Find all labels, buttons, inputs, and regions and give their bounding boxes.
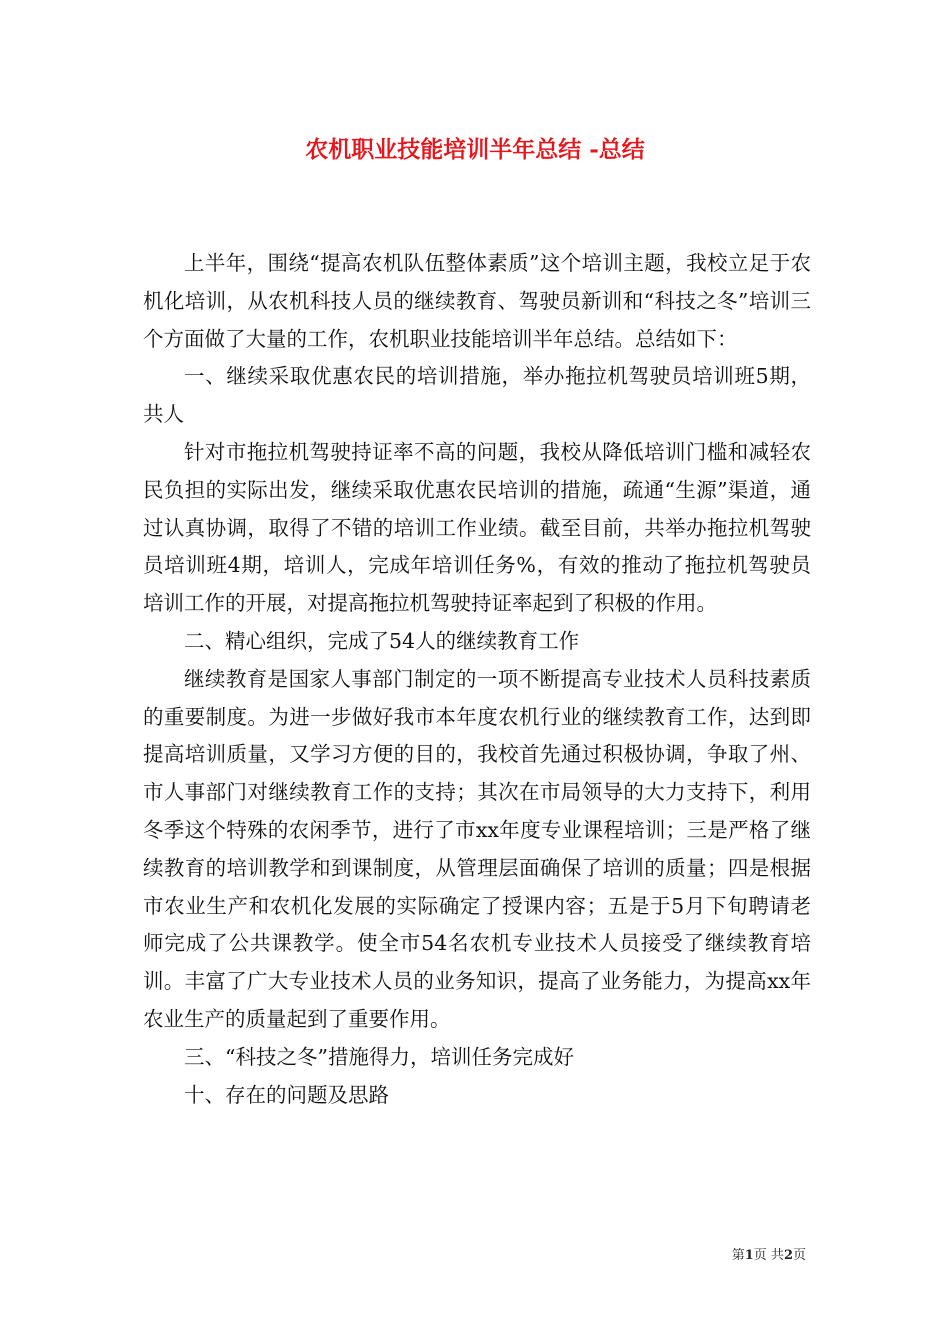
heading-section-1: 一、继续采取优惠农民的培训措施，举办拖拉机驾驶员培训班5期，共人 [143,364,811,427]
document-body [143,245,811,1114]
footer-total-pages: 2 [783,1248,793,1263]
footer-current-page: 1 [744,1248,754,1263]
page-footer [732,1247,806,1265]
footer-middle: 页 共 [753,1248,784,1263]
paragraph-section-2: 继续教育是国家人事部门制定的一项不断提高专业技术人员科技素质的重要制度。为进一步做好我市本年度农机行业的继续教育工作，达到即提高培训质量，又学习方便的目的，我校首先通过积极协调，争取了州、市人事部门对继续教育工作的支持；其次在市局领导的大力支持下，利用冬季这个特殊的农闲季节，进行了市xx年度专业课程培训；三是严格了继续教育的培训教学和到课制度，从管理层面确保了培训的质量；四是根据市农业生产和农机化发展的实际确定了授课内容；五是于5月下旬聘请老师完成了公共课教学。使全市54名农机专业技术人员接受了继续教育培训。丰富了广大专业技术人员的业务知识，提高了业务能力，为提高xx年农业生产的质量起到了重要作用。 [143,666,811,1031]
footer-suffix: 页 [792,1248,806,1263]
heading-section-10: 十、存在的问题及思路 [184,1082,389,1107]
document-title: 农机职业技能培训半年总结 -总结 [305,136,645,163]
paragraph-section-1: 针对市拖拉机驾驶持证率不高的问题，我校从降低培训门槛和减轻农民负担的实际出发，继续采取优惠农民培训的措施，疏通“生源”渠道，通过认真协调，取得了不错的培训工作业绩。截至目前，共举办拖拉机驾驶员培训班4期，培训人，完成年培训任务%，有效的推动了拖拉机驾驶员培训工作的开展，对提高拖拉机驾驶持证率起到了积极的作用。 [143,439,811,616]
heading-section-2: 二、精心组织，完成了54人的继续教育工作 [184,628,580,653]
heading-section-3: 三、“科技之冬”措施得力，培训任务完成好 [184,1044,574,1069]
paragraph-intro: 上半年，围绕“提高农机队伍整体素质”这个培训主题，我校立足于农机化培训，从农机科技人员的继续教育、驾驶员新训和“科技之冬”培训三个方面做了大量的工作，农机职业技能培训半年总结。总结如下： [143,251,811,351]
footer-prefix: 第 [731,1248,745,1263]
